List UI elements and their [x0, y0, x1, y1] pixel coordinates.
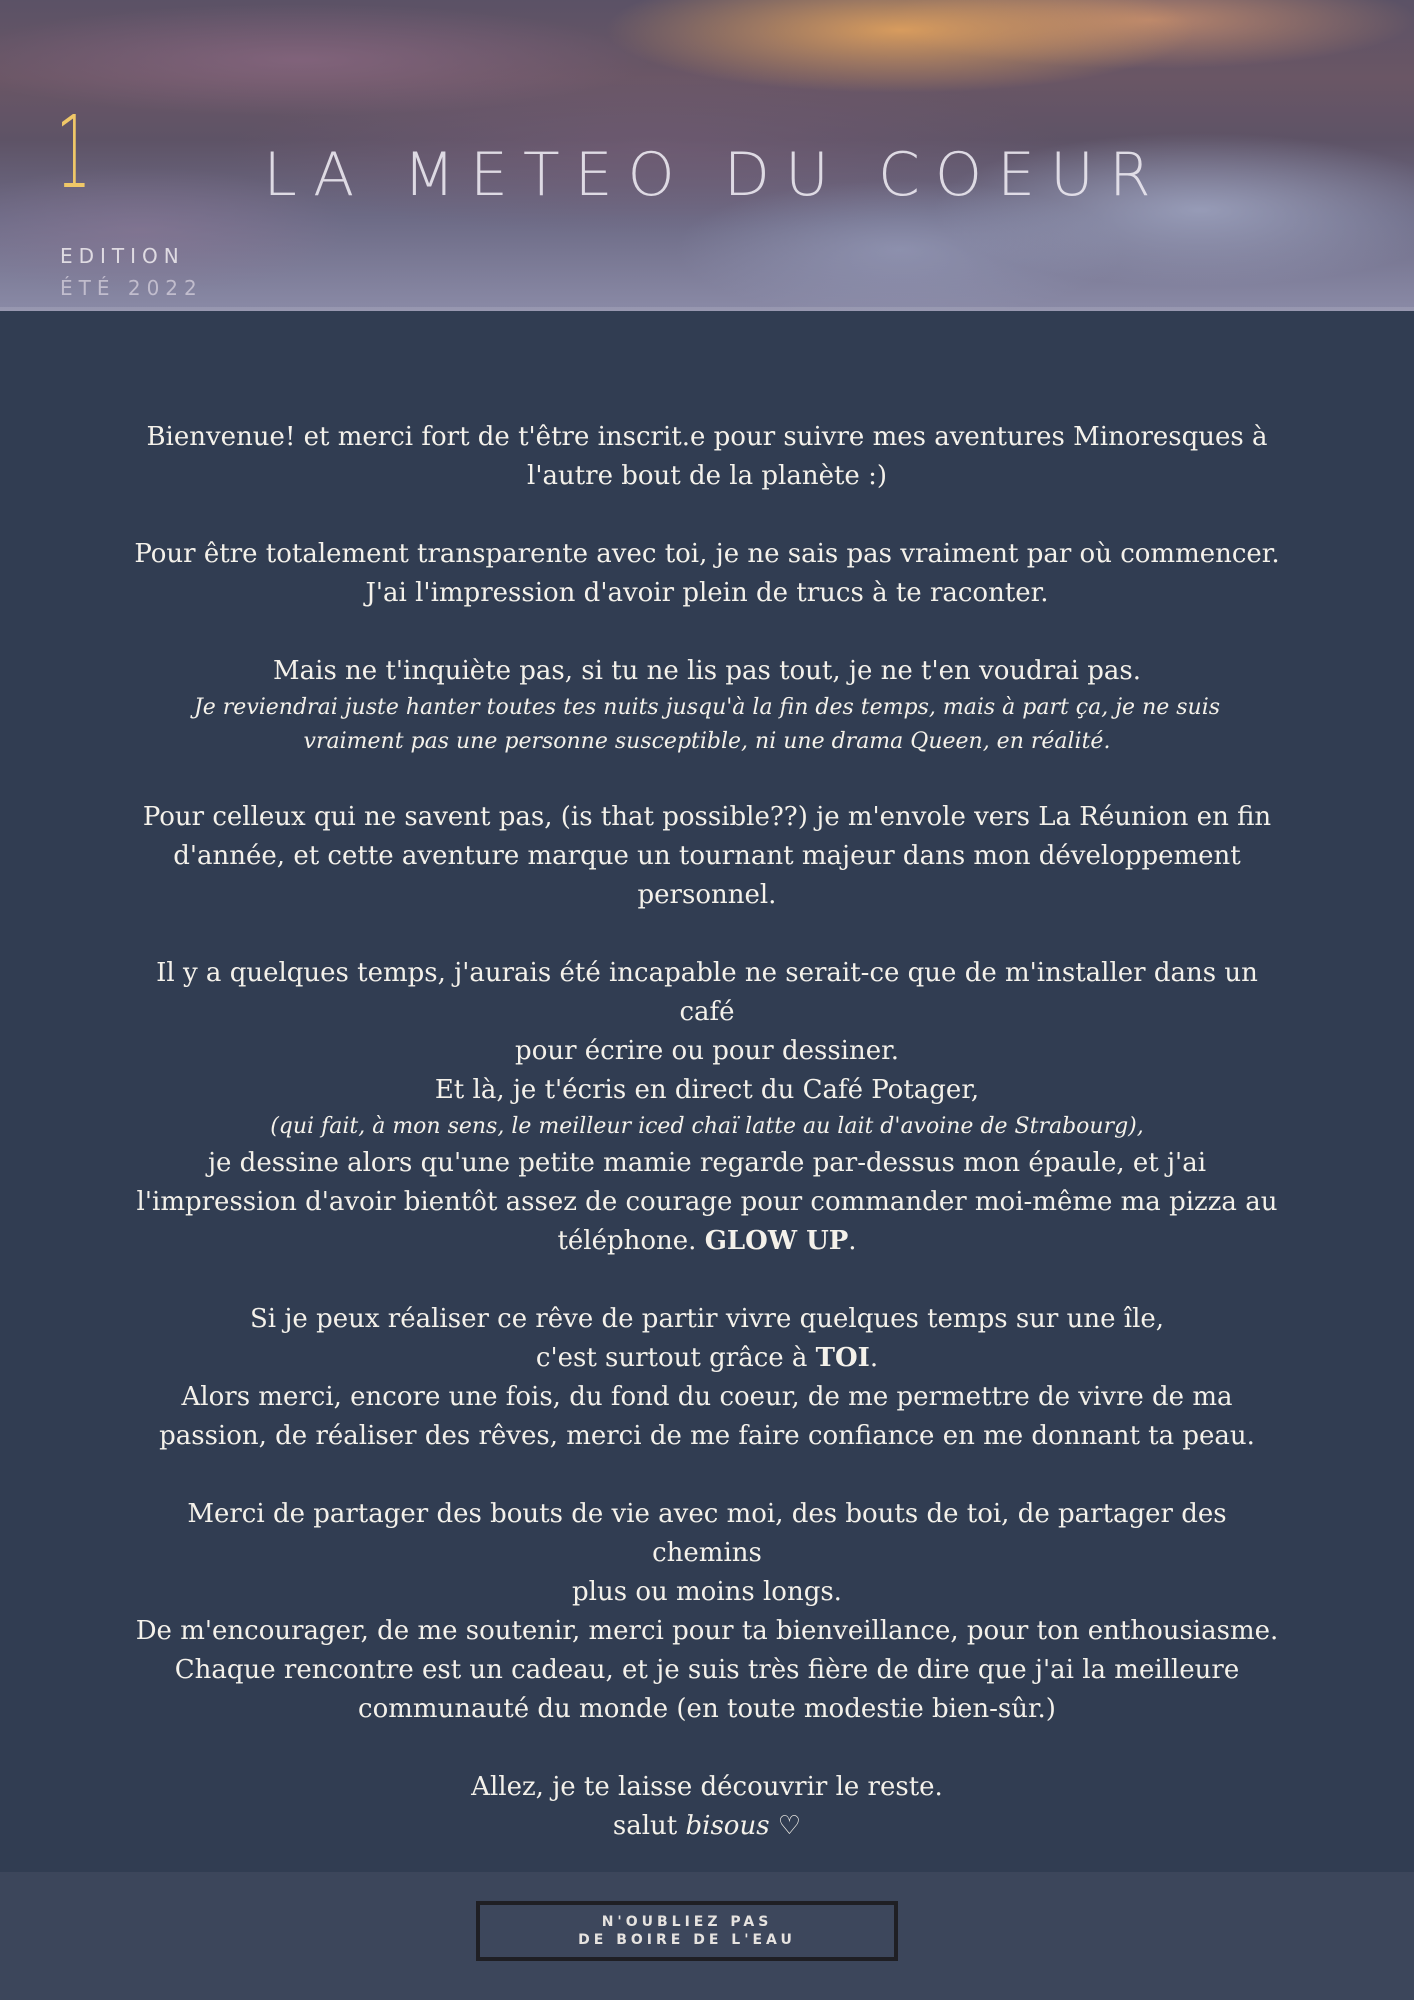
paragraph-transparency [130, 535, 1284, 613]
paragraph-signoff [130, 1768, 1284, 1846]
italic-aside: Je reviendrai juste hanter toutes tes nuits jusqu'à la fin des temps, mais à part ça, je ne suis [193, 695, 1221, 720]
text-fragment: . [869, 1343, 879, 1373]
text-line: Si je peux réaliser ce rêve de partir vivre quelques temps sur une île, [249, 1304, 1165, 1334]
toi-emphasis: TOI [815, 1343, 870, 1373]
paragraph-reunion [130, 798, 1284, 915]
text-fragment: c'est surtout grâce à [535, 1343, 816, 1373]
header-banner [0, 0, 1414, 311]
text-line [130, 1339, 1284, 1378]
text-line: Alors merci, encore une fois, du fond du coeur, de me permettre de vivre de ma [181, 1382, 1233, 1412]
paragraph-cafe [130, 954, 1284, 1261]
text-line: De m'encourager, de me soutenir, merci pour ta bienveillance, pour ton enthousiasme. [135, 1616, 1279, 1646]
text-line [130, 1222, 1284, 1261]
paragraph-welcome [130, 418, 1284, 496]
italic-aside: (qui fait, à mon sens, le meilleur iced chaï latte au lait d'avoine de Strabourg), [270, 1114, 1144, 1139]
text-line: pour écrire ou pour dessiner. [515, 1036, 899, 1066]
text-line: l'impression d'avoir bientôt assez de courage pour commander moi-même ma pizza au [136, 1187, 1278, 1217]
newsletter-body [130, 418, 1284, 1885]
text-fragment: téléphone. [557, 1226, 705, 1256]
paragraph-community [130, 1495, 1284, 1729]
text-line: Pour celleux qui ne savent pas, (is that possible??) je m'envole vers La Réunion en fin [142, 802, 1272, 832]
edition-season: ÉTÉ 2022 [60, 276, 203, 300]
text-line: J'ai l'impression d'avoir plein de trucs à te raconter. [365, 578, 1049, 608]
text-line: personnel. [637, 880, 777, 910]
heart-icon: ♡ [769, 1811, 802, 1841]
text-line: Merci de partager des bouts de vie avec moi, des bouts de toi, de partager des chemins [187, 1499, 1227, 1568]
text-line: communauté du monde (en toute modestie bien-sûr.) [358, 1694, 1056, 1724]
text-line: l'autre bout de la planète :) [527, 461, 887, 491]
text-line: Mais ne t'inquiète pas, si tu ne lis pas tout, je ne t'en voudrai pas. [273, 656, 1141, 686]
text-line: passion, de réaliser des rêves, merci de me faire confiance en me donnant ta peau. [159, 1421, 1255, 1451]
footer [0, 1872, 1414, 2000]
text-line: Chaque rencontre est un cadeau, et je suis très fière de dire que j'ai la meilleure [174, 1655, 1240, 1685]
edition-label: EDITION [60, 244, 185, 268]
text-line: Et là, je t'écris en direct du Café Potager, [434, 1075, 980, 1105]
edition-info [60, 240, 203, 304]
text-line: d'année, et cette aventure marque un tournant majeur dans mon développement [173, 841, 1241, 871]
text-fragment: . [848, 1226, 857, 1256]
italic-aside: vraiment pas une personne susceptible, ni une drama Queen, en réalité. [303, 729, 1111, 754]
text-line: Allez, je te laisse découvrir le reste. [471, 1772, 943, 1802]
newsletter-title: LA METEO DU COEUR [263, 140, 1166, 210]
issue-number: 1 [56, 94, 91, 211]
text-line: plus ou moins longs. [572, 1577, 842, 1607]
text-line: Pour être totalement transparente avec toi, je ne sais pas vraiment par où commencer. [134, 539, 1280, 569]
reminder-line: N'OUBLIEZ PAS [601, 1914, 773, 1930]
text-line: je dessine alors qu'une petite mamie regarde par-dessus mon épaule, et j'ai [207, 1148, 1207, 1178]
text-line: Il y a quelques temps, j'aurais été incapable ne serait-ce que de m'installer dans un café [156, 958, 1258, 1027]
text-line: Bienvenue! et merci fort de t'être inscrit.e pour suivre mes aventures Minoresques à [146, 422, 1268, 452]
paragraph-reassurance [130, 652, 1284, 759]
paragraph-thanks [130, 1300, 1284, 1456]
text-fragment: salut [612, 1811, 686, 1841]
reminder-line: DE BOIRE DE L'EAU [578, 1932, 796, 1948]
bisous-emphasis: bisous [685, 1811, 770, 1841]
water-reminder-badge [476, 1901, 898, 1961]
glow-up-emphasis: GLOW UP [704, 1226, 849, 1256]
signature-line [130, 1807, 1284, 1846]
